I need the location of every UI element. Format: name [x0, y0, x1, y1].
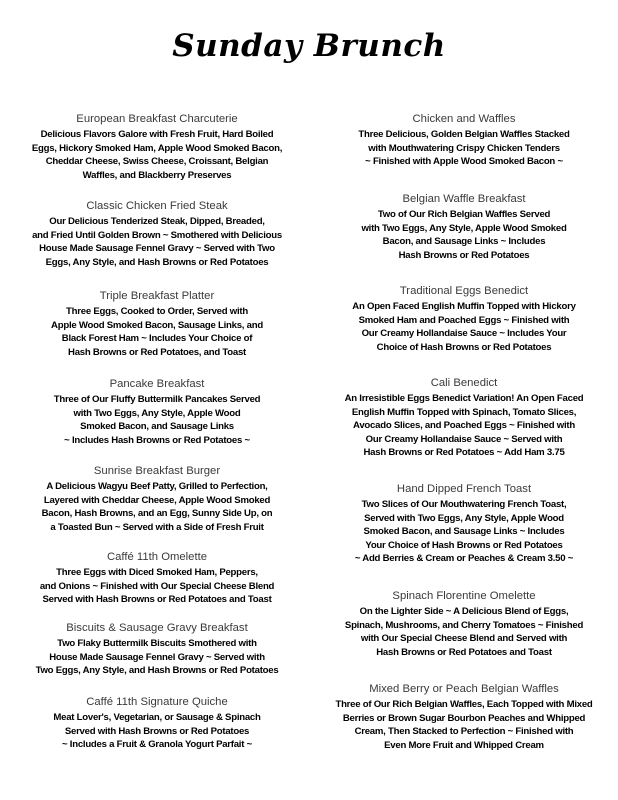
- description-line: Smoked Ham and Poached Eggs ~ Finished with: [358, 314, 570, 326]
- menu-item: [14, 464, 300, 534]
- description-line: A Delicious Wagyu Beef Patty, Grilled to Perfection,: [46, 481, 268, 492]
- description-line: with Two Eggs, Any Style, Apple Wood: [73, 407, 241, 419]
- description-line: Eggs, Hickory Smoked Ham, Apple Wood Smoked Bacon,: [31, 142, 283, 154]
- description-line: Bacon, Hash Browns, and an Egg, Sunny Side Up, on: [41, 508, 273, 520]
- description-line: Meat Lover's, Vegetarian, or Sausage & Spinach: [53, 712, 261, 723]
- description-line: Three of Our Fluffy Buttermilk Pancakes Served: [53, 394, 261, 405]
- menu-item-name: Chicken and Waffles: [412, 113, 516, 125]
- menu-item-name: Classic Chicken Fried Steak: [86, 200, 228, 212]
- description-line: with Mouthwatering Crispy Chicken Tenders: [368, 142, 560, 154]
- menu-item-description: [322, 128, 606, 169]
- menu-item-name: Caffé 11th Signature Quiche: [86, 696, 228, 708]
- description-line: Three Delicious, Golden Belgian Waffles Stacked: [358, 129, 570, 140]
- menu-item-description: [14, 393, 300, 447]
- menu-item-description: [14, 637, 300, 678]
- menu-item-description: [14, 215, 300, 269]
- description-line: Cream, Then Stacked to Perfection ~ Finished with: [354, 726, 574, 738]
- description-line: Hash Browns or Red Potatoes and Toast: [376, 646, 552, 658]
- menu-item: [322, 192, 606, 262]
- description-line: Eggs, Any Style, and Hash Browns or Red Potatoes: [45, 256, 269, 268]
- description-line: ~ Finished with Apple Wood Smoked Bacon ~: [365, 156, 563, 168]
- menu-item-name: Triple Breakfast Platter: [99, 290, 215, 302]
- menu-item-name: European Breakfast Charcuterie: [76, 113, 238, 125]
- menu-item: [322, 682, 606, 752]
- description-line: with Two Eggs, Any Style, Apple Wood Smoked: [361, 222, 567, 234]
- menu-item-name: Caffé 11th Omelette: [106, 551, 208, 563]
- menu-item-name: Traditional Eggs Benedict: [399, 285, 529, 297]
- description-line: and Fried Until Golden Brown ~ Smothered with Delicious: [32, 229, 282, 241]
- menu-item-name: Pancake Breakfast: [109, 378, 205, 390]
- description-line: Served with Hash Browns or Red Potatoes and Toast: [42, 594, 272, 606]
- menu-item: [322, 482, 606, 566]
- description-line: English Muffin Topped with Spinach, Tomato Slices,: [351, 406, 577, 418]
- description-line: Served with Two Eggs, Any Style, Apple Wood: [364, 512, 564, 524]
- menu-item: [322, 376, 606, 460]
- menu-item-name: Sunrise Breakfast Burger: [93, 465, 221, 477]
- menu-item-description: [322, 300, 606, 354]
- menu-item-description: [322, 605, 606, 659]
- description-line: Two Flaky Buttermilk Biscuits Smothered with: [57, 638, 257, 649]
- description-line: ~ Includes a Fruit & Granola Yogurt Parfait ~: [62, 739, 252, 751]
- description-line: Apple Wood Smoked Bacon, Sausage Links, and: [51, 319, 263, 331]
- description-line: Three Eggs, Cooked to Order, Served with: [66, 306, 248, 317]
- menu-item-name: Biscuits & Sausage Gravy Breakfast: [66, 622, 248, 634]
- menu-item-name: Spinach Florentine Omelette: [392, 590, 536, 602]
- description-line: Hash Browns or Red Potatoes, and Toast: [68, 346, 246, 358]
- description-line: House Made Sausage Fennel Gravy ~ Served with: [49, 651, 265, 663]
- description-line: Cheddar Cheese, Swiss Cheese, Croissant, Belgian: [45, 156, 269, 168]
- description-line: Hash Browns or Red Potatoes: [398, 249, 530, 261]
- description-line: Hash Browns or Red Potatoes ~ Add Ham 3.75: [363, 447, 565, 459]
- description-line: Spinach, Mushrooms, and Cherry Tomatoes ~ Finished: [344, 619, 584, 631]
- description-line: Two of Our Rich Belgian Waffles Served: [377, 209, 551, 220]
- menu-item-description: [322, 392, 606, 460]
- description-line: Three Eggs with Diced Smoked Ham, Peppers,: [56, 567, 258, 578]
- description-line: a Toasted Bun ~ Served with a Side of Fresh Fruit: [50, 521, 264, 533]
- description-line: Smoked Bacon, and Sausage Links: [80, 421, 234, 433]
- menu-item-name: Cali Benedict: [430, 377, 498, 389]
- description-line: Even More Fruit and Whipped Cream: [384, 739, 544, 751]
- description-line: and Onions ~ Finished with Our Special Cheese Blend: [39, 580, 275, 592]
- menu-item: [322, 589, 606, 659]
- menu-item-description: [14, 566, 300, 607]
- description-line: Your Choice of Hash Browns or Red Potatoes: [365, 539, 563, 551]
- description-line: Our Creamy Hollandaise Sauce ~ Includes Your: [361, 328, 567, 340]
- description-line: ~ Add Berries & Cream or Peaches & Cream 3.50 ~: [354, 553, 574, 565]
- menu-item-description: [322, 698, 606, 752]
- menu-item: [322, 284, 606, 354]
- menu-item: [322, 112, 606, 169]
- description-line: with Our Special Cheese Blend and Served with: [360, 633, 568, 645]
- menu-item-description: [14, 480, 300, 534]
- menu-item-description: [14, 128, 300, 182]
- description-line: On the Lighter Side ~ A Delicious Blend of Eggs,: [359, 606, 569, 617]
- description-line: Our Delicious Tenderized Steak, Dipped, Breaded,: [49, 216, 265, 227]
- menu-item-name: Belgian Waffle Breakfast: [402, 193, 526, 205]
- description-line: Choice of Hash Browns or Red Potatoes: [376, 341, 552, 353]
- description-line: Our Creamy Hollandaise Sauce ~ Served with: [365, 433, 563, 445]
- description-line: An Open Faced English Muffin Topped with Hickory: [352, 301, 576, 312]
- menu-item: [14, 695, 300, 752]
- menu-item-description: [322, 208, 606, 262]
- description-line: Served with Hash Browns or Red Potatoes: [64, 725, 250, 737]
- menu-item: [14, 112, 300, 182]
- description-line: Avocado Slices, and Poached Eggs ~ Finished with: [353, 420, 575, 432]
- description-line: Delicious Flavors Galore with Fresh Fruit, Hard Boiled: [40, 129, 274, 140]
- description-line: Waffles, and Blackberry Preserves: [82, 169, 232, 181]
- menu-item-description: [322, 498, 606, 566]
- description-line: Bacon, and Sausage Links ~ Includes: [382, 236, 546, 248]
- menu-item-name: Hand Dipped French Toast: [396, 483, 532, 495]
- page-title: Sunday Brunch: [172, 28, 446, 64]
- menu-item: [14, 550, 300, 607]
- menu-item: [14, 377, 300, 447]
- description-line: Layered with Cheddar Cheese, Apple Wood Smoked: [43, 494, 271, 506]
- description-line: House Made Sausage Fennel Gravy ~ Served with Two: [39, 243, 275, 255]
- description-line: Two Slices of Our Mouthwatering French Toast,: [361, 499, 567, 510]
- menu-item-description: [14, 305, 300, 359]
- menu-item-description: [14, 711, 300, 752]
- description-line: Smoked Bacon, and Sausage Links ~ Includes: [363, 526, 565, 538]
- menu-item: [14, 289, 300, 359]
- menu-item: [14, 199, 300, 269]
- description-line: Berries or Brown Sugar Bourbon Peaches and Whipped: [342, 712, 586, 724]
- description-line: Three of Our Rich Belgian Waffles, Each Topped with Mixed: [335, 699, 593, 710]
- menu-item-name: Mixed Berry or Peach Belgian Waffles: [369, 683, 559, 695]
- description-line: Black Forest Ham ~ Includes Your Choice of: [61, 333, 253, 345]
- description-line: An Irresistible Eggs Benedict Variation! An Open Faced: [344, 393, 584, 404]
- description-line: ~ Includes Hash Browns or Red Potatoes ~: [64, 434, 250, 446]
- menu-item: [14, 621, 300, 678]
- description-line: Two Eggs, Any Style, and Hash Browns or Red Potatoes: [35, 665, 279, 677]
